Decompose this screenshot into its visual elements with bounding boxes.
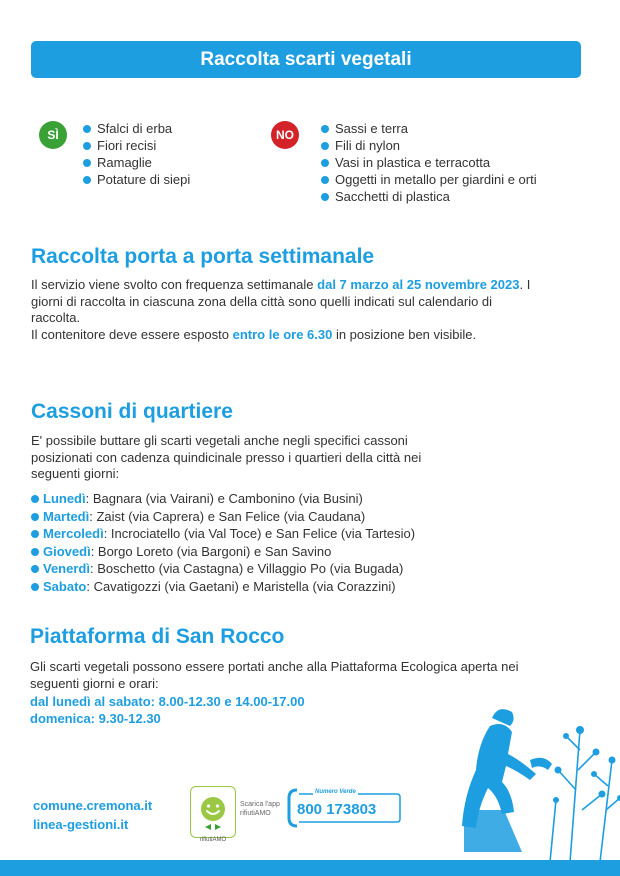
allowed-item: Sfalci di erba: [82, 120, 190, 137]
page-banner: [31, 41, 581, 78]
day-places: : Bagnara (via Vairani) e Cambonino (via Busini): [85, 491, 363, 506]
forbidden-item: Sacchetti di plastica: [320, 188, 537, 205]
door-text: in posizione ben visibile.: [332, 326, 477, 342]
day-places: : Incrociatello (via Val Toce) e San Felice (via Tartesio): [103, 526, 416, 541]
day-name: Giovedì: [43, 543, 91, 559]
footer-links: [33, 796, 152, 834]
forbidden-item: Sassi e terra: [320, 120, 537, 137]
forbidden-item: Vasi in plastica e terracotta: [320, 154, 537, 171]
piattaforma-intro: Gli scarti vegetali possono essere portati anche alla Piattaforma Ecologica aperta nei seguenti giorni e orari:: [30, 659, 519, 691]
cassoni-heading: Cassoni di quartiere: [31, 400, 233, 423]
forbidden-item: Oggetti in metallo per giardini e orti: [320, 171, 537, 188]
door-paragraph: [31, 277, 541, 343]
app-download-text: [240, 800, 280, 818]
day-places: : Borgo Loreto (via Bargoni) e San Savino: [90, 543, 332, 559]
day-name: Venerdì: [43, 561, 90, 576]
toll-free-number[interactable]: [287, 788, 402, 828]
phone-label: Numero Verde: [315, 789, 356, 795]
day-places: : Zaist (via Caprera) e San Felice (via Caudana): [89, 508, 366, 524]
yes-badge: SÌ: [39, 121, 67, 149]
forbidden-item: Fili di nylon: [320, 137, 537, 154]
door-heading: Raccolta porta a porta settimanale: [31, 245, 375, 268]
door-text: Il servizio viene svolto con frequenza settimanale: [31, 277, 318, 292]
day-item: [31, 560, 415, 578]
gardener-illustration: [430, 690, 620, 862]
piattaforma-hours: [30, 694, 305, 727]
day-places: : Boschetto (via Castagna) e Villaggio Po (via Bugada): [89, 561, 404, 576]
day-name: Mercoledì: [43, 526, 104, 541]
no-badge: NO: [271, 121, 299, 149]
banner-title: Raccolta scarti vegetali: [200, 48, 412, 70]
smiley-icon: [191, 787, 235, 837]
app-label: rifiutiAMO: [199, 837, 227, 843]
door-text: Il contenitore deve essere esposto: [31, 326, 233, 342]
door-time: entro le ore 6.30: [232, 326, 333, 342]
day-name: Lunedì: [43, 491, 86, 506]
hours-weekdays: dal lunedì al sabato: 8.00-12.30 e 14.00-17.00: [30, 694, 305, 709]
piattaforma-heading: Piattaforma di San Rocco: [30, 625, 285, 648]
hours-sunday: domenica: 9.30-12.30: [30, 710, 161, 726]
forbidden-list: [320, 120, 537, 205]
app-text-line: rifiutiAMO: [240, 810, 271, 817]
cassoni-intro: E' possibile buttare gli scarti vegetali anche negli specifici cassoni posizionati con cadenza quindicinale presso i quartieri della città nei seguenti giorni:: [31, 433, 422, 481]
day-places: : Cavatigozzi (via Gaetani) e Maristella (via Corazzini): [86, 578, 396, 594]
app-text-line: Scarica l'app: [240, 801, 280, 808]
phone-number: 800 173803: [297, 801, 377, 818]
day-item: [31, 490, 415, 508]
footer-bar: [0, 860, 620, 876]
allowed-item: Fiori recisi: [82, 137, 190, 154]
app-logo[interactable]: [190, 786, 236, 838]
day-name: Martedì: [43, 508, 90, 524]
allowed-item: Potature di siepi: [82, 171, 190, 188]
day-item: [31, 543, 415, 561]
door-text: . I giorni di raccolta in ciascuna zona della città sono quelli indicati sul calendario di raccolta.: [31, 277, 531, 325]
link-comune[interactable]: comune.cremona.it: [33, 798, 153, 813]
door-period: dal 7 marzo al 25 novembre 2023: [317, 277, 520, 292]
day-item: [31, 525, 415, 543]
cassoni-days-list: [31, 490, 415, 595]
allowed-item: Ramaglie: [82, 154, 190, 171]
day-item: [31, 578, 415, 596]
allowed-list: [82, 120, 190, 188]
day-item: [31, 508, 415, 526]
link-linea[interactable]: linea-gestioni.it: [33, 817, 129, 832]
day-name: Sabato: [43, 578, 87, 594]
